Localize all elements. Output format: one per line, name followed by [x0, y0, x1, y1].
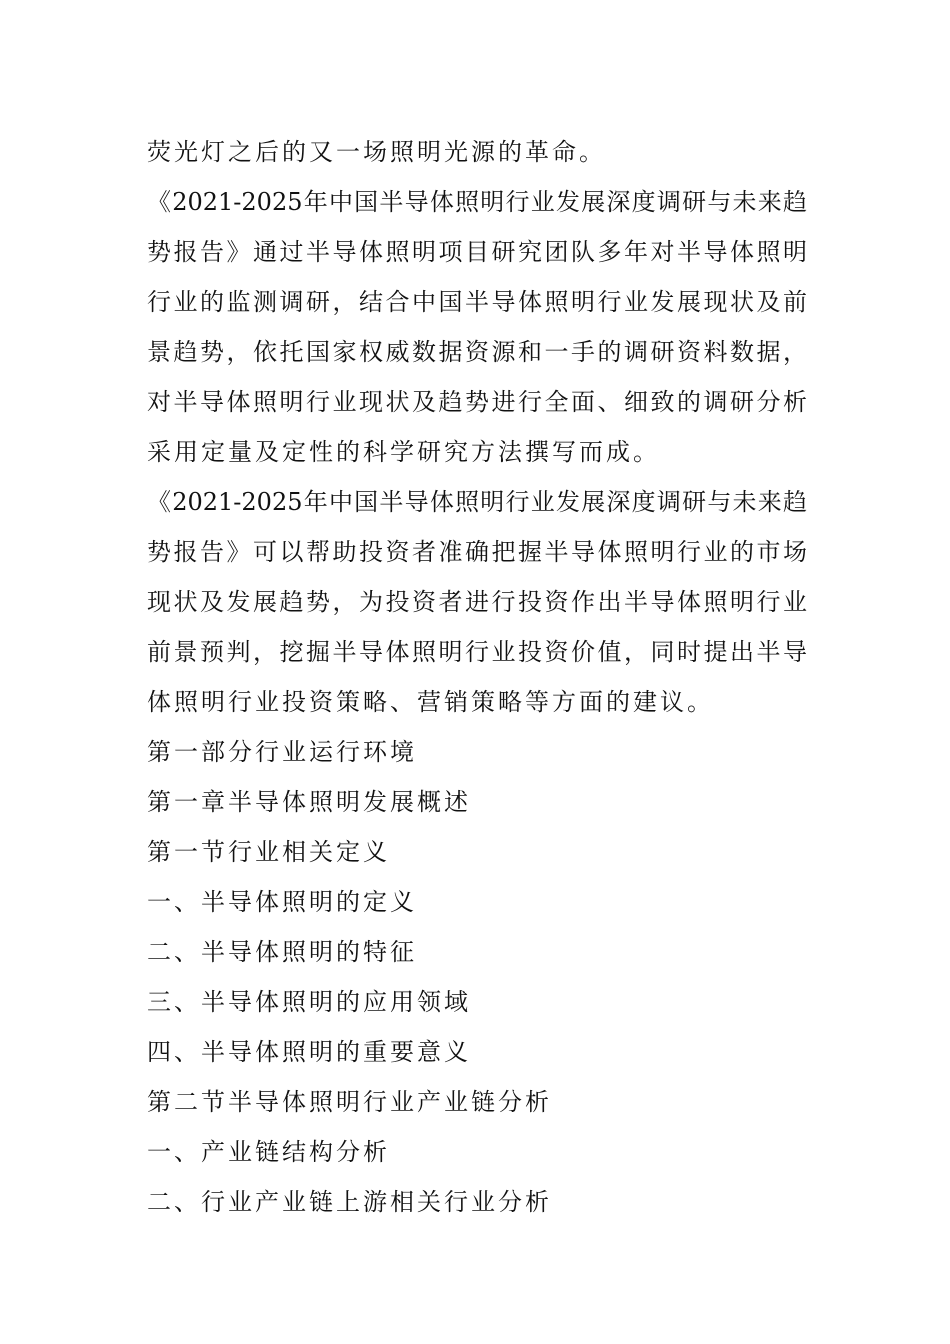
toc-section-heading: 第一节行业相关定义 — [147, 838, 390, 866]
table-of-contents — [147, 727, 807, 1227]
text-line: 采用定量及定性的科学研究方法撰写而成。 — [147, 438, 660, 466]
toc-chapter-heading: 第一章半导体照明发展概述 — [147, 788, 471, 816]
text-line: 现状及发展趋势，为投资者进行投资作出半导体照明行业 — [147, 588, 807, 616]
paragraph-report-value — [147, 477, 807, 727]
text-line: 体照明行业投资策略、营销策略等方面的建议。 — [147, 688, 714, 716]
toc-part-heading: 第一部分行业运行环境 — [147, 738, 417, 766]
text-line: 景趋势，依托国家权威数据资源和一手的调研资料数据， — [147, 338, 807, 366]
toc-section-heading: 第二节半导体照明行业产业链分析 — [147, 1088, 552, 1116]
toc-item: 四、半导体照明的重要意义 — [147, 1038, 471, 1066]
text-line: 前景预判，挖掘半导体照明行业投资价值，同时提出半导 — [147, 638, 807, 666]
text-line: 《2021-2025年中国半导体照明行业发展深度调研与未来趋 — [147, 188, 807, 216]
text-line: 势报告》通过半导体照明项目研究团队多年对半导体照明 — [147, 238, 807, 266]
text-line: 行业的监测调研，结合中国半导体照明行业发展现状及前 — [147, 288, 807, 316]
toc-item: 一、产业链结构分析 — [147, 1138, 390, 1166]
text-line: 势报告》可以帮助投资者准确把握半导体照明行业的市场 — [147, 538, 807, 566]
document-body — [147, 127, 807, 1227]
paragraph-continuation — [147, 127, 807, 177]
toc-item: 三、半导体照明的应用领域 — [147, 988, 471, 1016]
toc-item: 二、行业产业链上游相关行业分析 — [147, 1188, 552, 1216]
paragraph-report-intro — [147, 177, 807, 477]
toc-item: 一、半导体照明的定义 — [147, 888, 417, 916]
text-line: 荧光灯之后的又一场照明光源的革命。 — [147, 138, 606, 166]
text-line: 对半导体照明行业现状及趋势进行全面、细致的调研分析 — [147, 388, 807, 416]
toc-item: 二、半导体照明的特征 — [147, 938, 417, 966]
text-line: 《2021-2025年中国半导体照明行业发展深度调研与未来趋 — [147, 488, 807, 516]
